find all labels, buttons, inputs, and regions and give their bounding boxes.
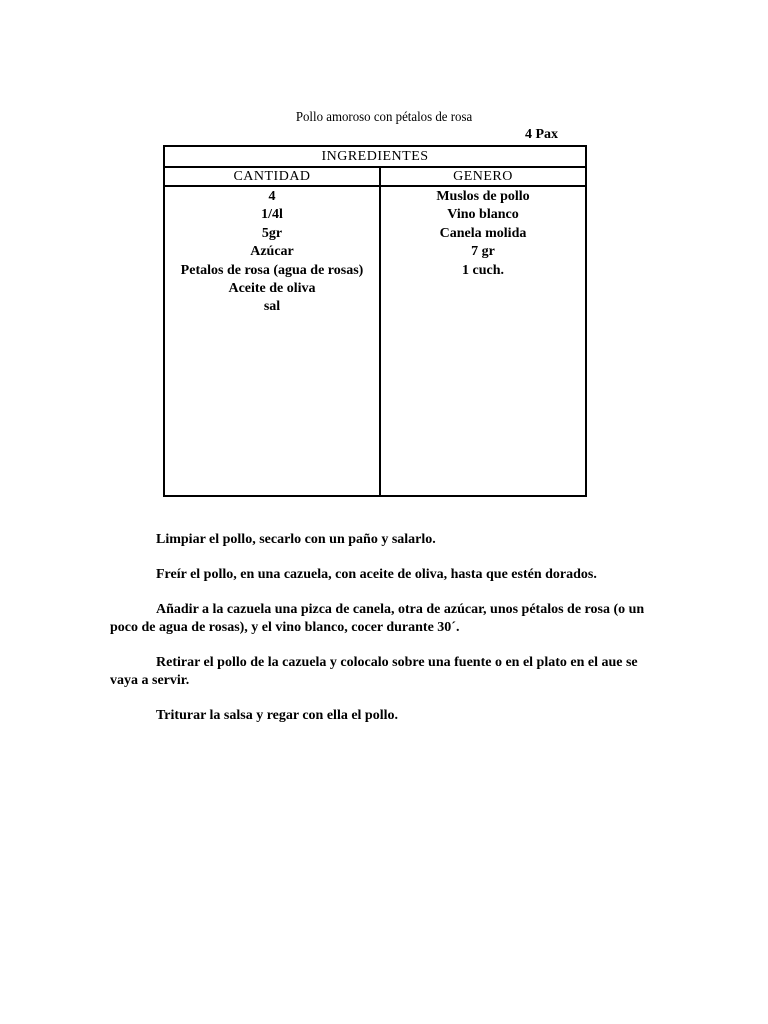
recipe-title: Pollo amoroso con pétalos de rosa [295,110,473,125]
table-cell: 1/4l [261,207,283,223]
ingredients-table [163,145,587,497]
table-cell: sal [263,299,281,315]
step-paragraph: Triturar la salsa y regar con ella el pollo. [156,708,398,723]
table-cell: Vino blanco [447,207,519,223]
table-header-ingredientes: INGREDIENTES [165,147,585,168]
table-cell: Muslos de pollo [436,189,530,204]
preparation-steps [110,531,650,742]
table-cell: 4 [268,189,276,204]
servings-label: 4 Pax [524,127,558,142]
step-paragraph: Retirar el pollo de la cazuela y colocalo sobre una fuente o en el plato en el aue se vaya a servir. [110,655,638,688]
genero-column [381,188,585,280]
step-paragraph: Limpiar el pollo, secarlo con un paño y salarlo. [156,532,436,547]
table-cell: Canela molida [439,225,527,241]
column-header-genero: GENERO [453,169,513,184]
column-header-cantidad: CANTIDAD [233,169,311,184]
table-cell: Azúcar [250,244,294,260]
table-cell: 5gr [261,225,283,241]
table-cell: Petalos de rosa (agua de rosas) [180,262,364,278]
header-divider [165,185,585,187]
step-paragraph: Añadir a la cazuela una pizca de canela, otra de azúcar, unos pétalos de rosa (o un poco de agua de rosas), y el vino blanco, cocer durante 30´. [110,602,645,635]
table-cell: Aceite de oliva [228,281,316,297]
cantidad-column [165,188,379,317]
table-cell: 7 gr [471,244,495,260]
table-cell: 1 cuch. [462,262,504,278]
step-paragraph: Freír el pollo, en una cazuela, con aceite de oliva, hasta que estén dorados. [156,567,597,582]
